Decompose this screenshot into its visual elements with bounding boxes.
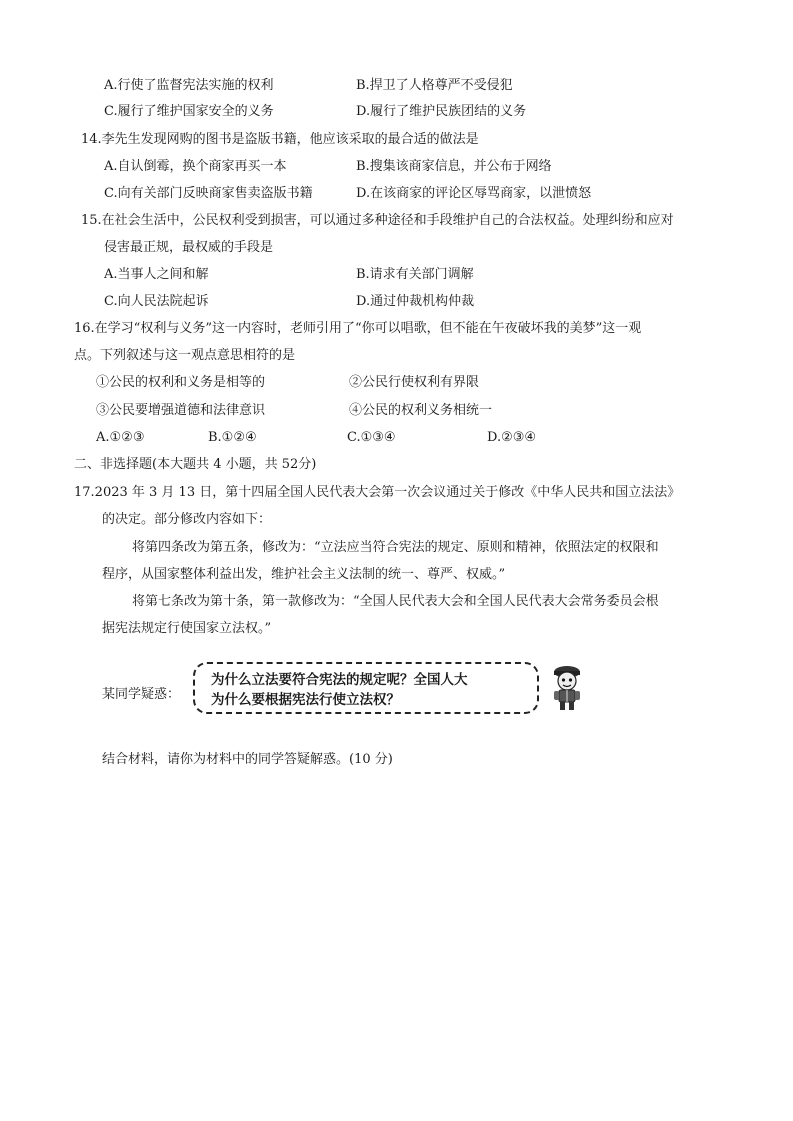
q17-para2-line2: 据宪法规定行使国家立法权。” [102,621,272,636]
q15-option-d: D.通过仲裁机构仲裁 [356,294,475,309]
q15-option-a: A.当事人之间和解 [104,267,209,282]
q16-statement-4: ④公民的权利义务相统一 [349,403,493,418]
q15-option-b: B.请求有关部门调解 [356,267,474,282]
q16-option-d: D.②③④ [487,430,537,445]
q13-option-b: B.捍卫了人格尊严不受侵犯 [356,78,513,93]
q13-option-c: C.履行了维护国家安全的义务 [104,104,274,119]
q17-question: 结合材料，请你为材料中的同学答疑解惑。(10 分) [102,752,393,767]
q16-option-b: B.①②④ [208,430,257,445]
thought-bubble [193,662,539,714]
q15-option-c: C.向人民法院起诉 [104,294,209,309]
q14-option-a: A.自认倒霉，换个商家再买一本 [104,159,287,174]
q17-stem-line1: 17.2023 年 3 月 13 日，第十四届全国人民代表大会第一次会议通过关于修改《中华人民共和国立法法》 [74,485,681,500]
q17-para2-line1: 将第七条改为第十条，第一款修改为：“全国人民代表大会和全国人民代表大会常务委员会根 [132,594,659,609]
q13-option-a: A.行使了监督宪法实施的权利 [104,78,274,93]
q14-stem: 14.李先生发现网购的图书是盗版书籍，他应该采取的最合适的做法是 [81,132,479,147]
bubble-line-2: 为什么要根据宪法行使立法权？ [211,692,400,708]
q14-option-c: C.向有关部门反映商家售卖盗版书籍 [104,186,313,201]
q16-statement-1: ①公民的权利和义务是相等的 [96,375,266,390]
q17-para1-line1: 将第四条改为第五条，修改为：“立法应当符合宪法的规定、原则和精神，依照法定的权限和 [132,540,659,555]
q16-statement-3: ③公民要增强道德和法律意识 [96,403,266,418]
q14-option-d: D.在该商家的评论区辱骂商家，以泄愤怒 [356,186,592,201]
q17-para1-line2: 程序，从国家整体利益出发，维护社会主义法制的统一、尊严、权威。” [102,567,506,582]
q16-statement-2: ②公民行使权利有界限 [349,375,480,390]
section2-title: 二、非选择题(本大题共 4 小题，共 52分) [74,457,317,472]
q15-stem-line2: 侵害最正规，最权威的手段是 [104,240,274,255]
q13-option-d: D.履行了维护民族团结的义务 [356,104,527,119]
student-label: 某同学疑惑： [102,687,181,702]
student-cartoon-icon [548,664,586,712]
q15-stem-line1: 15.在社会生活中，公民权利受到损害，可以通过多种途径和手段维护自己的合法权益。处理纠纷和应对 [81,213,674,228]
q16-stem-line1: 16.在学习“权利与义务”这一内容时，老师引用了“你可以唱歌，但不能在午夜破坏我的美梦”这一观 [74,321,642,336]
bubble-line-1: 为什么立法要符合宪法的规定呢？全国人大 [211,672,468,688]
q16-option-c: C.①③④ [347,430,396,445]
q17-stem-line2: 的决定。部分修改内容如下： [102,512,272,527]
q16-stem-line2: 点。下列叙述与这一观点意思相符的是 [74,348,296,363]
q16-option-a: A.①②③ [96,430,145,445]
q14-option-b: B.搜集该商家信息，并公布于网络 [356,159,552,174]
